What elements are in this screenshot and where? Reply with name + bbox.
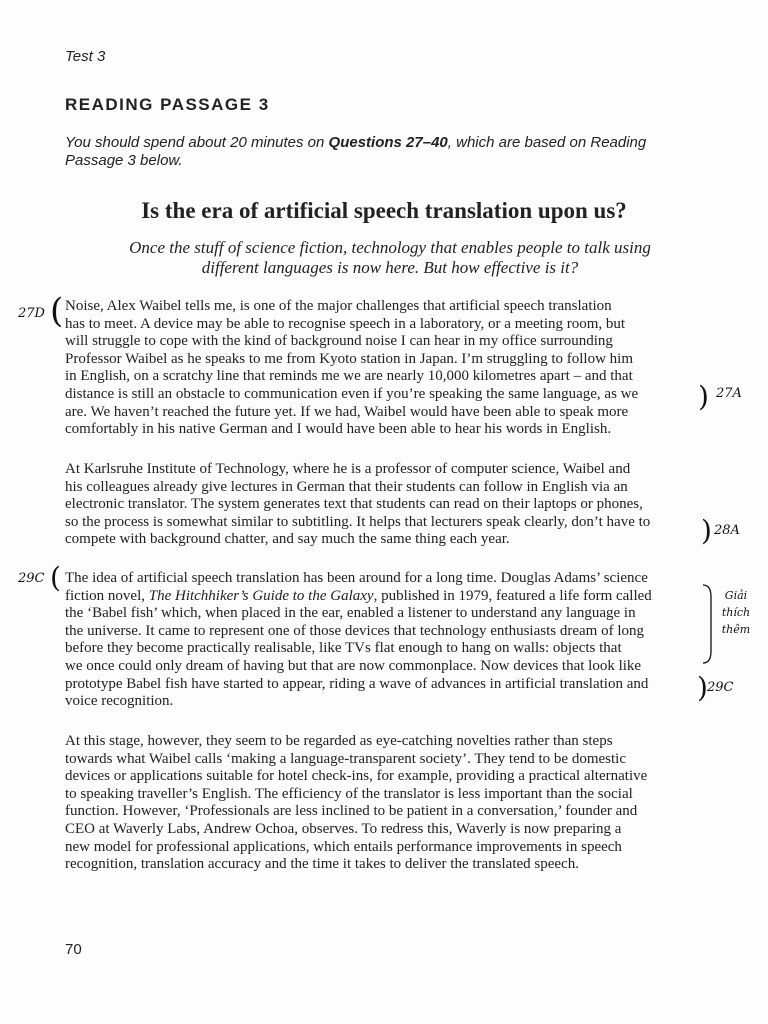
paragraph-line: has to meet. A device may be able to recognise speech in a laboratory, or a meeting room, but bbox=[65, 315, 626, 332]
paragraph-line: before they become practically realisable, like TVs flat enough to hang on walls: objects that bbox=[65, 640, 622, 657]
paragraph-line: devices or applications suitable for hotel check-ins, for example, providing a practical alternative bbox=[65, 768, 648, 785]
handwritten-note-giai-thich-them bbox=[714, 587, 758, 638]
paragraph-line: his colleagues already give lectures in German that their students can follow in English via an bbox=[65, 478, 628, 495]
paragraph-1 bbox=[65, 298, 705, 439]
paragraph-line: voice recognition. bbox=[65, 693, 174, 710]
paragraph-line: CEO at Waverly Labs, Andrew Ochoa, observes. To redress this, Waverly is now preparing a bbox=[65, 820, 622, 837]
page-number: 70 bbox=[65, 941, 82, 958]
article-subtitle bbox=[100, 238, 680, 278]
handwritten-note-27a: 27A bbox=[716, 386, 742, 401]
paragraph-line: At Karlsruhe Institute of Technology, where he is a professor of computer science, Waibel and bbox=[65, 461, 631, 477]
paragraph-line: At this stage, however, they seem to be regarded as eye-catching novelties rather than steps bbox=[65, 733, 613, 749]
paragraph-line: the universe. It came to represent one of those devices that technology enthusiasts dream of long bbox=[65, 622, 644, 639]
book-title: The Hitchhiker’s Guide to the Galaxy bbox=[148, 587, 374, 604]
handwritten-note-line: thêm bbox=[721, 623, 751, 636]
handwritten-note-27d: 27D bbox=[18, 306, 45, 321]
handwritten-bracket: ) bbox=[697, 671, 708, 704]
article-title: Is the era of artificial speech translation upon us? bbox=[141, 198, 627, 223]
handwritten-bracket: ) bbox=[701, 514, 712, 547]
paragraph-line: will struggle to cope with the kind of background noise I can hear in my office surrounding bbox=[65, 333, 613, 350]
paragraph-line: recognition, translation accuracy and the time it takes to deliver the translated speech. bbox=[65, 856, 579, 873]
paragraph-line: in English, on a scratchy line that reminds me we are nearly 10,000 kilometres apart – and that bbox=[65, 368, 633, 385]
handwritten-bracket: ( bbox=[50, 291, 64, 331]
line-text: fiction novel, bbox=[65, 587, 149, 604]
paragraph-line: electronic translator. The system generates text that students can read on their laptops or phones, bbox=[65, 496, 643, 513]
paragraph-line: to speaking traveller’s English. The efficiency of the translator is less important than the social bbox=[65, 785, 633, 802]
line-text: , published in 1979, featured a life form called bbox=[373, 587, 652, 604]
paragraph-4 bbox=[65, 733, 705, 874]
paragraph-line: the ‘Babel fish’ which, when placed in the ear, enabled a listener to understand any language in bbox=[65, 605, 636, 622]
handwritten-bracket: ) bbox=[698, 380, 709, 413]
paragraph-line: so the process is somewhat similar to subtitling. It helps that lecturers speak clearly, don’t have to bbox=[65, 513, 651, 530]
paragraph-line: function. However, ‘Professionals are less inclined to be patient in a conversation,’ founder and bbox=[65, 803, 638, 820]
handwritten-note-29c-right: 29C bbox=[707, 680, 734, 695]
handwritten-note-28a: 28A bbox=[714, 523, 740, 538]
paragraph-line: compete with background chatter, and say much the same thing each year. bbox=[65, 531, 510, 548]
handwritten-bracket: ( bbox=[50, 561, 61, 594]
paragraph-line: The idea of artificial speech translation has been around for a long time. Douglas Adams’ science bbox=[65, 570, 648, 586]
paragraph-line: are. We haven’t reached the future yet. If we had, Waibel would have been able to speak more bbox=[65, 403, 629, 420]
handwritten-note-line: thích bbox=[721, 606, 751, 619]
test-label: Test 3 bbox=[65, 48, 106, 65]
instructions bbox=[65, 134, 705, 170]
paragraph-line: we once could only dream of having but that are now commonplace. Now devices that look like bbox=[65, 657, 642, 674]
paragraph-line: Noise, Alex Waibel tells me, is one of the major challenges that artificial speech translation bbox=[65, 298, 612, 314]
section-title: READING PASSAGE 3 bbox=[65, 95, 270, 114]
paragraph-line: new model for professional applications, which entails performance improvements in speech bbox=[65, 838, 622, 855]
paragraph-line: Professor Waibel as he speaks to me from Kyoto station in Japan. I’m struggling to follow him bbox=[65, 350, 634, 367]
paragraph-line: distance is still an obstacle to communication even if you’re speaking the same language, as we bbox=[65, 385, 639, 402]
subtitle-line: different languages is now here. But how effective is it? bbox=[201, 258, 579, 277]
subtitle-line: Once the stuff of science fiction, technology that enables people to talk using bbox=[129, 238, 651, 257]
paragraph-line: towards what Waibel calls ‘making a language-transparent society’. They tend to be domestic bbox=[65, 750, 626, 767]
paragraph-2 bbox=[65, 461, 705, 549]
instruction-questions: Questions 27–40 bbox=[328, 134, 448, 151]
paragraph-line: comfortably in his native German and I would have been able to hear his words in English. bbox=[65, 421, 612, 438]
instruction-text-end: , which are based on Reading Passage 3 below. bbox=[65, 134, 647, 169]
paragraph-3 bbox=[65, 570, 705, 711]
paragraph-line: prototype Babel fish have started to appear, riding a wave of advances in artificial translation and bbox=[65, 675, 649, 692]
handwritten-note-29c: 29C bbox=[18, 571, 45, 586]
handwritten-note-line: Giải bbox=[724, 589, 748, 602]
paragraph-line bbox=[65, 588, 705, 606]
instruction-text: You should spend about 20 minutes on bbox=[65, 134, 329, 151]
